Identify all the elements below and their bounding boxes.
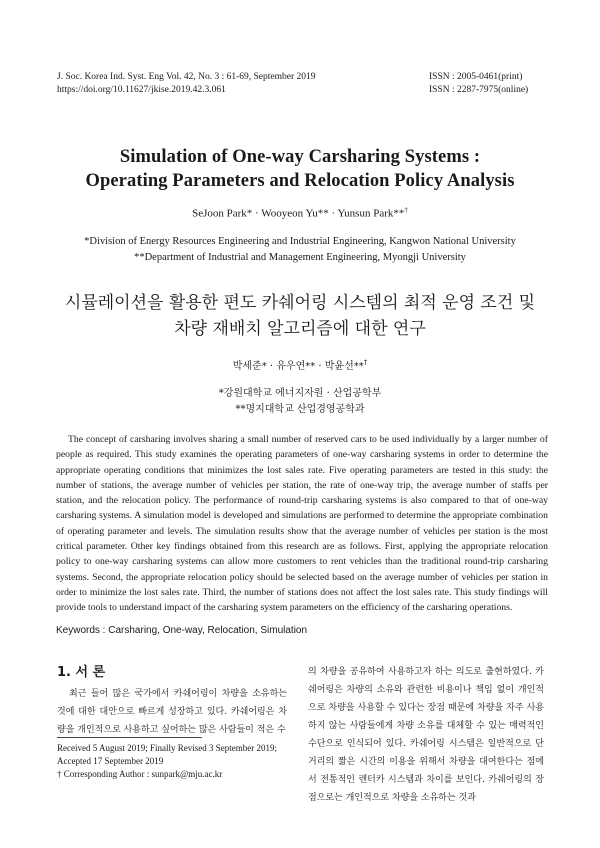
authors-ko-names: 박세준* · 유우연** · 박윤선** [232, 361, 364, 372]
issn-online: ISSN : 2287-7975(online) [429, 85, 529, 95]
authors-en-names: SeJoon Park* · Wooyeon Yu** · Yunsun Park** [192, 207, 405, 220]
keywords [56, 625, 307, 636]
keywords-label: Keywords [56, 625, 100, 636]
title-en-line1: Simulation of One-way Carsharing Systems : [119, 147, 481, 167]
footnote-received: Received 5 August 2019; Finally Revised 3 September 2019; [57, 743, 277, 753]
affiliation-ko-1: *강원대학교 에너지자원 · 산업공학부 [218, 388, 382, 399]
intro-right-column: 의 차량을 공유하여 사용하고자 하는 의도로 출현하였다. 카쉐어링은 차량의 소유와 관련한 비용이나 책임 없이 개인적으로 차량을 사용할 수 있다는 장점 때문에 차량을 자주 사용하지 않는 사람들에게 차량 소유를 대체할 수 있는 매력적인 수단으로 인식되어 있다. 카쉐어링 시스템은 일반적으로 단거리의 짧은 시간의 이용을 위해서 차량을 대여한다는 점에서 전통적인 렌터카 시스템과 차이를 보인다. 카쉐어링의 장점으로는 개인적으로 차량을 소유하는 것과 [308, 667, 544, 803]
section-heading-introduction: 1. 서 론 [57, 665, 106, 680]
intro-left-column: 최근 들어 많은 국가에서 카쉐어링이 차량을 소유하는 것에 대한 대안으로 빠르게 성장하고 있다. 카쉐어링은 차량을 개인적으로 사용하고 싶어하는 많은 사람들이 적은 수 [57, 689, 287, 735]
corresponding-mark-en: † [404, 206, 408, 214]
affiliation-en-2: **Department of Industrial and Management Engineering, Myongji University [134, 252, 466, 263]
journal-citation: J. Soc. Korea Ind. Syst. Eng Vol. 42, No. 3 : 61-69, September 2019 [57, 72, 316, 82]
corresponding-mark: † [57, 769, 62, 779]
doi-link[interactable]: https://doi.org/10.11627/jkise.2019.42.3.061 [57, 85, 226, 95]
footnote-accepted: Accepted 17 September 2019 [57, 756, 164, 766]
keywords-list: Carsharing, One-way, Relocation, Simulation [108, 625, 308, 636]
title-ko-line2: 차량 재배치 알고리즘에 대한 연구 [174, 319, 426, 339]
keywords-separator: : [99, 625, 109, 636]
footnote-divider [57, 737, 202, 738]
title-ko-line1: 시뮬레이션을 활용한 편도 카쉐어링 시스템의 최적 운영 조건 및 [64, 293, 536, 313]
corresponding-author: Corresponding Author : sunpark@mju.ac.kr [61, 769, 223, 779]
authors-en [0, 206, 600, 220]
affiliation-ko-2: **명지대학교 산업경영공학과 [235, 404, 365, 415]
title-en-line2: Operating Parameters and Relocation Policy Analysis [85, 171, 515, 191]
abstract: The concept of carsharing involves sharing a small number of reserved cars to be used individually by a larger number of people as required. This study examines the operating parameters of one-way carsharing systems in order to determine the appropriate operating conditions that minimizes the lost sales rate. Five operating parameters are tested in this study: the number of stations, the average number of vehicles per station, the rate of one-way trip, the average number of staffs per station, and the relocation policy. The performance of round-trip carsharing systems is also compared to that of one-way carsharing systems. A simulation model is developed and simulations are performed to determine the appropriate combination of operating parameter and levels. The simulation results show that the average number of vehicles per station is the most critical parameter. Other key findings obtained from this research are as follows. First, applying the appropriate relocation policy to one-way carsharing systems can allow more customers to rent vehicles than the traditional round-trip carsharing systems. Second, the appropriate relocation policy should be selected based on the average number of vehicles per station in order to minimize the lost sales rate. Third, the number of stations does not affect the lost sales rate. This study findings will provide tools to understand impact of the carsharing system parameters on the efficiency of the carsharing operations. [56, 434, 548, 614]
affiliation-en-1: *Division of Energy Resources Engineering and Industrial Engineering, Kangwon National University [84, 236, 516, 247]
authors-ko [0, 357, 600, 372]
issn-print: ISSN : 2005-0461(print) [429, 72, 523, 82]
footnote-corresponding [57, 768, 297, 781]
corresponding-mark-ko: † [363, 358, 368, 367]
